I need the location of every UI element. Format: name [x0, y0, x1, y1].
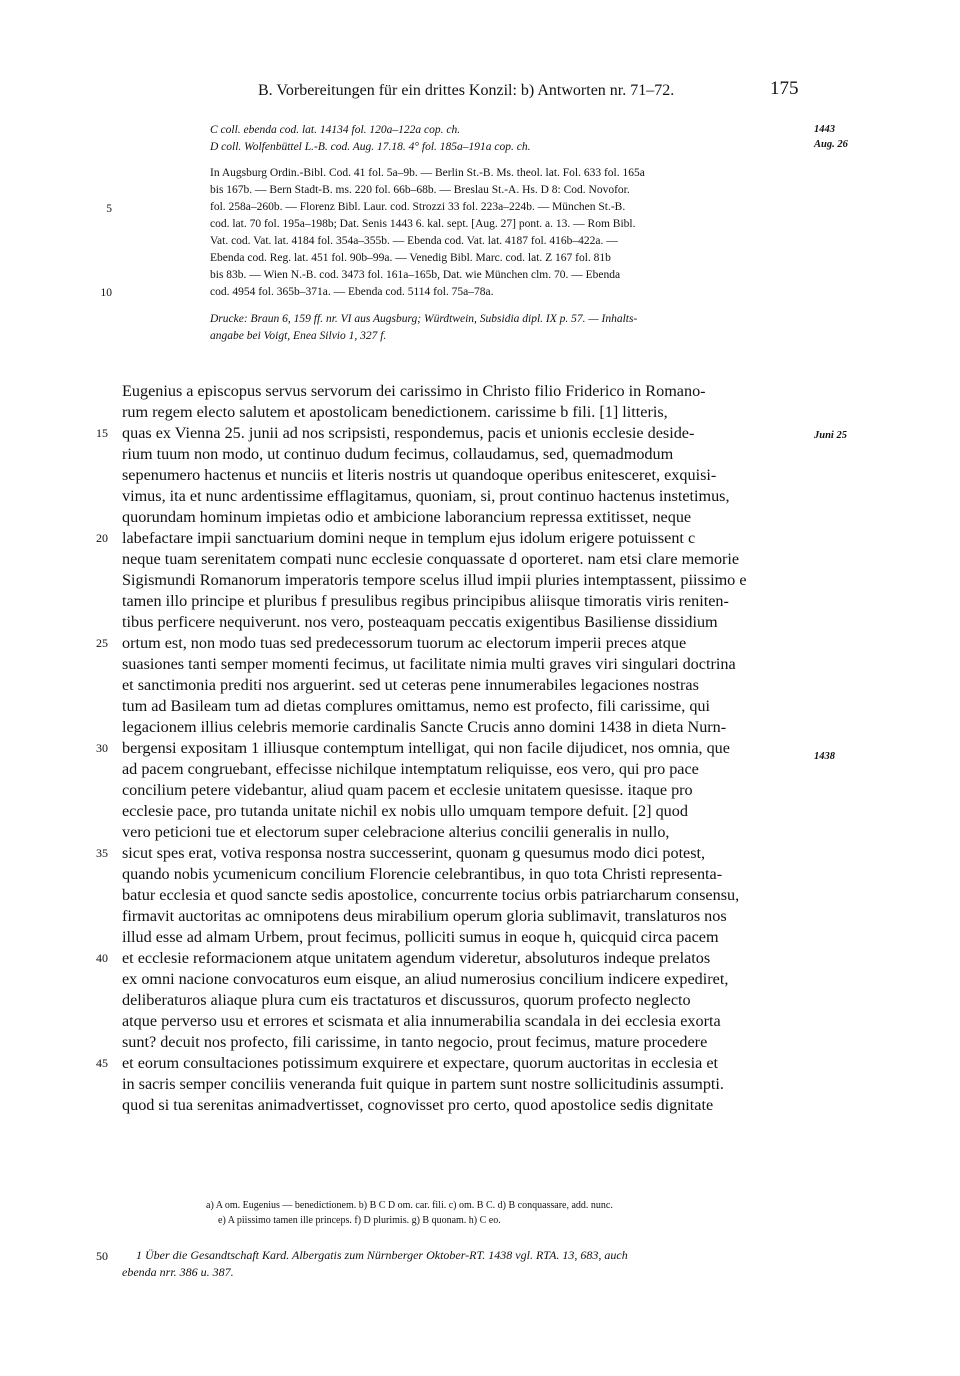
- manuscript-line: Ebenda cod. Reg. lat. 451 fol. 90b–99a. — Venedig Bibl. Marc. cod. lat. Z 167 fol. 81b: [210, 252, 611, 264]
- footnote-line: 1 Über die Gesandtschaft Kard. Albergatis zum Nürnberger Oktober-RT. 1438 vgl. RTA. 13, 683, auch: [136, 1248, 628, 1262]
- body-line: tamen illo principe et pluribus f presulibus regibus principibus aliisque timoratis viris reniten-: [122, 592, 729, 610]
- page-number: 175: [770, 78, 799, 99]
- manuscript-line: bis 83b. — Wien N.-B. cod. 3473 fol. 161a–165b, Dat. wie München clm. 70. — Ebenda: [210, 269, 621, 281]
- running-title: B. Vorbereitungen für ein drittes Konzil: b) Antworten nr. 71–72.: [258, 82, 675, 99]
- line-number: 10: [100, 287, 112, 299]
- body-line: in sacris semper conciliis veneranda fuit quique in partem sunt nostre sollicitudinis assumpti.: [122, 1075, 724, 1093]
- prints-line: angabe bei Voigt, Enea Silvio 1, 327 f.: [210, 330, 387, 342]
- body-line: bergensi expositam 1 illiusque contemptum intelligat, qui non facile dijudicet, nos omnia, que: [122, 739, 730, 757]
- body-line: batur ecclesia et quod sancte sedis apostolice, concurrente tocius orbis patriarcharum consensu,: [122, 886, 740, 904]
- body-line: et eorum consultaciones potissimum exquirere et expectare, quorum auctoritas in ecclesia et: [122, 1054, 719, 1072]
- line-number: 40: [96, 951, 108, 965]
- manuscript-line: Vat. cod. Vat. lat. 4184 fol. 354a–355b. — Ebenda cod. Vat. lat. 4187 fol. 416b–422a. —: [210, 235, 618, 247]
- body-line: sepenumero hactenus et nunciis et literis nostris ut quandoque operibus enitesceret, exquisi-: [122, 466, 717, 484]
- apparatus-line: a) A om. Eugenius — benedictionem. b) B C D om. car. fili. c) om. B C. d) B conquassare, add. nunc.: [206, 1200, 613, 1211]
- body-line: firmavit auctoritas ac omnipotens deus mirabilium operum gloria sublimavit, translaturos nos: [122, 907, 727, 925]
- body-line: ortum est, non modo tuas sed predecessorum tuorum ac electorum imperii preces atque: [122, 634, 687, 652]
- body-line: legacionem illius celebris memorie cardinalis Sancte Crucis anno domini 1438 in dieta Nurn-: [122, 718, 727, 736]
- line-number: 25: [96, 636, 108, 650]
- body-line: rium tuum non modo, ut continuo dudum fecimus, collaudamus, sed, quemadmodum: [122, 445, 674, 463]
- body-line: vero peticioni tue et electorum super celebracione alterius concilii generalis in nullo,: [122, 823, 670, 841]
- body-line: et sanctimonia prediti nos arguerint. sed ut ceteras pene innumerabiles legaciones nostras: [122, 676, 699, 694]
- manuscript-line: C coll. ebenda cod. lat. 14134 fol. 120a–122a cop. ch.: [210, 124, 461, 136]
- manuscript-line: In Augsburg Ordin.-Bibl. Cod. 41 fol. 5a–9b. — Berlin St.-B. Ms. theol. lat. Fol. 633 fol. 165a: [210, 167, 645, 179]
- body-line: ex omni nacione convocaturos eum eisque, an aliud numerosius concilium indicere expediret,: [122, 970, 729, 988]
- apparatus-line: e) A piissimo tamen ille princeps. f) D plurimis. g) B quonam. h) C eo.: [218, 1215, 501, 1226]
- body-line: et ecclesie reformacionem atque unitatem agendum videretur, absoluturos indeque prelatos: [122, 949, 711, 967]
- manuscript-line: bis 167b. — Bern Stadt-B. ms. 220 fol. 66b–68b. — Breslau St.-A. Hs. D 8: Cod. Novofor.: [210, 184, 630, 196]
- prints-line: Drucke: Braun 6, 159 ff. nr. VI aus Augsburg; Würdtwein, Subsidia dipl. IX p. 57. — Inhalts-: [210, 313, 638, 325]
- margin-june: Juni 25: [814, 430, 847, 441]
- body-line: Eugenius a episcopus servus servorum dei carissimo in Christo filio Friderico in Romano-: [122, 382, 706, 400]
- body-line: quando nobis ycumenicum concilium Florencie celebrantibus, in quo tota Christi representa-: [122, 865, 723, 883]
- margin-year: 1443: [814, 124, 835, 135]
- body-line: ecclesie pace, pro tutanda unitate nichil ex nobis ullo umquam tempore defuit. [2] quod: [122, 802, 688, 820]
- body-line: sunt? decuit nos profecto, fili carissime, in tanto negocio, prout fecimus, mature procedere: [122, 1033, 708, 1051]
- manuscript-line: D coll. Wolfenbüttel L.-B. cod. Aug. 17.18. 4° fol. 185a–191a cop. ch.: [210, 141, 531, 153]
- line-number: 15: [96, 426, 108, 440]
- body-line: deliberaturos aliaque plura cum eis tractaturos et discussuros, quorum profecto neglecto: [122, 991, 691, 1009]
- body-line: rum regem electo salutem et apostolicam benedictionem. carissime b fili. [1] litteris,: [122, 403, 668, 421]
- body-line: tibus perficere nequiverunt. nos vero, posteaquam peccatis exigentibus Basiliense dissidium: [122, 613, 718, 631]
- body-line: concilium petere videbantur, aliud quam pacem et ecclesie unitatem quesisse. itaque pro: [122, 781, 693, 799]
- margin-date: Aug. 26: [814, 139, 848, 150]
- body-line: tum ad Basileam tum ad dietas complures omittamus, nemo est profecto, fili carissime, qui: [122, 697, 711, 715]
- body-line: suasiones tanti semper momenti fecimus, ut facilitate nimia multi graves viri singulari doctrina: [122, 655, 736, 673]
- body-line: ad pacem congruebant, effecisse nichilque intemptatum reliquisse, eos vero, qui pro pace: [122, 760, 699, 778]
- manuscript-line: cod. lat. 70 fol. 195a–198b; Dat. Senis 1443 6. kal. sept. [Aug. 27] pont. a. 13. — Rom Bibl.: [210, 218, 636, 230]
- line-number: 20: [96, 531, 108, 545]
- body-line: quas ex Vienna 25. junii ad nos scripsisti, respondemus, pacis et unionis ecclesie deside-: [122, 424, 695, 442]
- footnote-line: ebenda nrr. 386 u. 387.: [122, 1265, 234, 1279]
- margin-year-1438: 1438: [814, 751, 835, 762]
- line-number: 30: [96, 741, 108, 755]
- body-line: quorundam hominum impietas odio et ambicione laborancium repressa extitisset, neque: [122, 508, 692, 526]
- line-number: 5: [106, 203, 112, 215]
- manuscript-line: fol. 258a–260b. — Florenz Bibl. Laur. cod. Strozzi 33 fol. 223a–224b. — München St.-B.: [210, 201, 626, 213]
- body-line: neque tuam serenitatem compati nunc ecclesie conquassate d oporteret. nam etsi clare memorie: [122, 550, 740, 568]
- line-number: 50: [96, 1249, 108, 1263]
- body-line: vimus, ita et nunc ardentissime efflagitamus, quoniam, si, prout continuo hactenus instetimus,: [122, 487, 730, 505]
- body-line: sicut spes erat, votiva responsa nostra successerint, quonam g quesumus modo dici potest,: [122, 844, 706, 862]
- body-line: illud esse ad almam Urbem, prout fecimus, polliciti sumus in eoque h, quicquid circa pacem: [122, 928, 719, 946]
- line-number: 45: [96, 1056, 108, 1070]
- body-line: atque perverso usu et errores et scismata et alia innumerabilia scandala in dei ecclesia exorta: [122, 1012, 721, 1030]
- manuscript-line: cod. 4954 fol. 365b–371a. — Ebenda cod. 5114 fol. 75a–78a.: [210, 286, 494, 298]
- body-line: Sigismundi Romanorum imperatoris tempore scelus illud impii pluries intemptassent, piissimo e: [122, 571, 747, 589]
- body-line: labefactare impii sanctuarium domini neque in templum ejus idolum erigere potuissent c: [122, 529, 696, 547]
- line-number: 35: [96, 846, 108, 860]
- body-line: quod si tua serenitas animadvertisset, cognovisset pro certo, quod apostolice sedis dignitate: [122, 1096, 714, 1114]
